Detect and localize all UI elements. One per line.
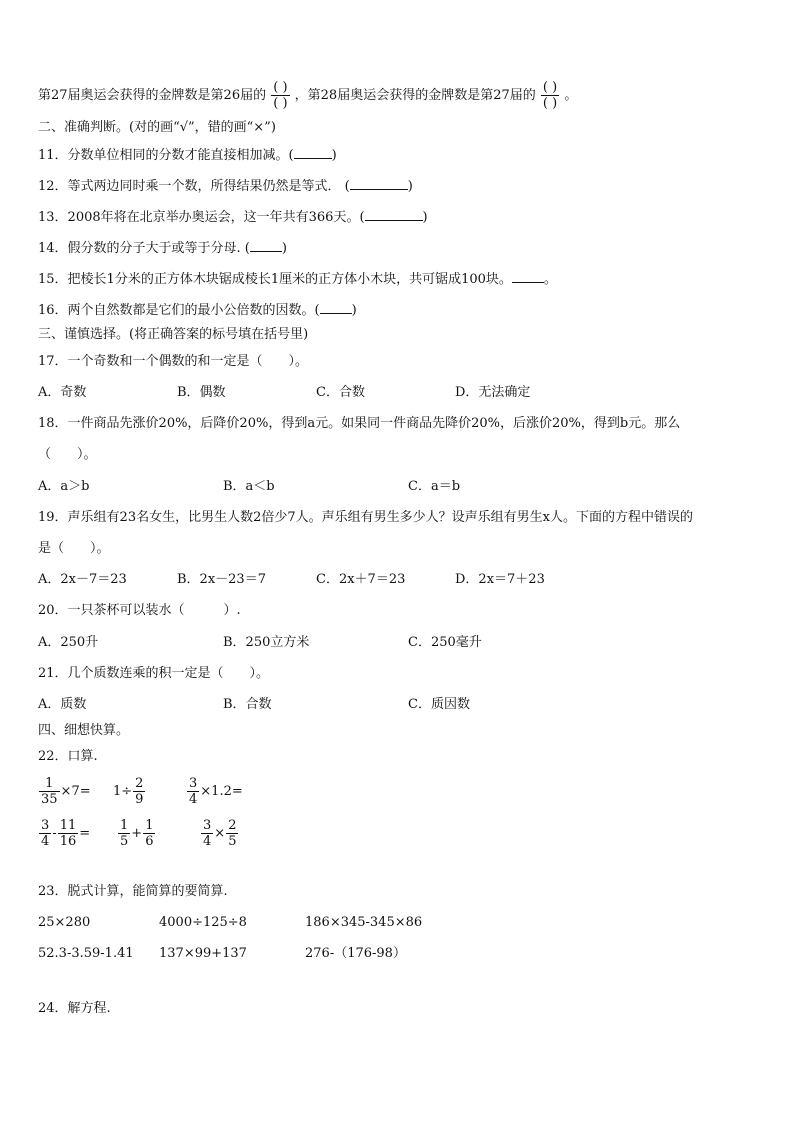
q17-option-b[interactable]: B．偶数 xyxy=(177,385,226,400)
q13-end: ) xyxy=(422,210,428,225)
q22-expr-1 xyxy=(38,774,91,810)
q18-option-b[interactable]: B．a＜b xyxy=(223,479,275,494)
q10-end: 。 xyxy=(564,88,578,103)
q22-expr-5-numerator-a: 1 xyxy=(120,818,129,833)
q22-expr-5-fraction-a xyxy=(118,818,130,849)
q22-expr-6-numerator-b: 2 xyxy=(228,818,237,833)
q20-option-c[interactable]: C．250毫升 xyxy=(408,635,482,650)
q22-expr-3-numerator: 3 xyxy=(189,776,198,791)
q10-fraction-1 xyxy=(271,80,289,111)
q18-option-c[interactable]: C．a＝b xyxy=(408,479,461,494)
q22-expr-4-denominator-a: 4 xyxy=(41,834,50,849)
q22-expr-4-fraction-b xyxy=(58,818,79,849)
q10-fraction-1-denominator: ( ) xyxy=(273,96,288,111)
q12-line xyxy=(38,176,413,196)
q16-text: 16．两个自然数都是它们的最小公倍数的因数。( xyxy=(38,303,320,318)
q22-expr-5-denominator-b: 6 xyxy=(145,834,154,849)
q11-end: ) xyxy=(331,148,337,163)
q15-text: 15．把棱长1分米的正方体木块锯成棱长1厘米的正方体小木块，共可锯成100块。 xyxy=(38,272,512,287)
q15-end: 。 xyxy=(543,272,557,287)
q19-stem-line-2: 是（ ）。 xyxy=(38,541,110,556)
q23-expr-4: 52.3-3.59-1.41 xyxy=(38,946,134,961)
q22-expr-4 xyxy=(38,816,90,852)
q10-line xyxy=(38,78,577,114)
q22-expr-2-fraction xyxy=(133,776,145,807)
q22-expr-5 xyxy=(117,816,156,852)
q21-option-a[interactable]: A．质数 xyxy=(38,697,87,712)
q22-expr-6-fraction-a xyxy=(201,818,213,849)
q17-option-a[interactable]: A．奇数 xyxy=(38,385,87,400)
q22-expr-1-denominator: 35 xyxy=(41,792,58,807)
q19-option-b[interactable]: B．2x－23＝7 xyxy=(177,572,266,587)
q23-expr-3: 186×345-345×86 xyxy=(305,915,423,930)
q23-expr-6: 276-（176-98） xyxy=(305,946,406,961)
q10-fraction-2-denominator: ( ) xyxy=(542,96,558,111)
q22-expr-1-tail: ×7= xyxy=(60,784,91,799)
q20-option-b[interactable]: B．250立方米 xyxy=(223,635,310,650)
q22-expr-5-fraction-b xyxy=(143,818,155,849)
q11-line xyxy=(38,145,337,165)
q19-option-d[interactable]: D．2x＝7＋23 xyxy=(455,572,545,587)
q17-stem: 17．一个奇数和一个偶数的和一定是（ ）。 xyxy=(38,354,309,369)
q22-title: 22．口算. xyxy=(38,749,98,764)
q22-expr-5-operator: + xyxy=(131,826,143,841)
q22-expr-5-numerator-b: 1 xyxy=(145,818,154,833)
q22-expr-6-fraction-b xyxy=(226,818,238,849)
q10-fraction-1-numerator: ( ) xyxy=(273,80,288,95)
q22-expr-4-fraction-a xyxy=(39,818,51,849)
section-4-title: 四、细想快算。 xyxy=(38,723,130,738)
q12-text: 12．等式两边同时乘一个数，所得结果仍然是等式． ( xyxy=(38,179,350,194)
q10-fraction-2-numerator: ( ) xyxy=(542,80,558,95)
q15-answer-blank[interactable] xyxy=(512,269,544,283)
section-3-title: 三、谨慎选择。(将正确答案的标号填在括号里) xyxy=(38,327,309,342)
q22-expr-5-denominator-a: 5 xyxy=(120,834,129,849)
q22-expr-6-denominator-a: 4 xyxy=(203,834,212,849)
q19-stem-line-1: 19．声乐组有23名女生，比男生人数2倍少7人。声乐组有男生多少人？设声乐组有男生x人。下面的方程中错误的 xyxy=(38,510,693,525)
q22-expr-2 xyxy=(113,774,146,810)
q12-answer-blank[interactable] xyxy=(350,176,408,190)
q22-expr-2-prefix: 1÷ xyxy=(113,784,133,799)
q12-end: ) xyxy=(407,179,413,194)
q22-expr-2-numerator: 2 xyxy=(135,776,144,791)
q22-expr-6-denominator-b: 5 xyxy=(228,834,237,849)
q22-expr-2-denominator: 9 xyxy=(135,792,144,807)
q10-fraction-2 xyxy=(541,80,559,111)
q11-text: 11．分数单位相同的分数才能直接相加减。( xyxy=(38,148,294,163)
q16-answer-blank[interactable] xyxy=(320,300,352,314)
q14-end: ) xyxy=(281,241,287,256)
q10-text-b: ，第28届奥运会获得的金牌数是第27届的 xyxy=(294,88,536,103)
q23-expr-2: 4000÷125÷8 xyxy=(159,915,247,930)
q11-answer-blank[interactable] xyxy=(294,145,332,159)
q18-stem-line-2: （ ）。 xyxy=(38,447,97,462)
q14-text: 14．假分数的分子大于或等于分母. ( xyxy=(38,241,250,256)
q22-expr-6-operator: × xyxy=(214,826,226,841)
q23-title: 23．脱式计算，能简算的要简算. xyxy=(38,884,228,899)
q21-option-b[interactable]: B．合数 xyxy=(223,697,272,712)
q22-expr-6 xyxy=(200,816,239,852)
q21-option-c[interactable]: C．质因数 xyxy=(408,697,470,712)
q10-text-a: 第27届奥运会获得的金牌数是第26届的 xyxy=(38,88,267,103)
q18-option-a[interactable]: A．a＞b xyxy=(38,479,90,494)
q16-line xyxy=(38,300,357,320)
q24-title: 24．解方程. xyxy=(38,1001,111,1016)
q22-expr-4-numerator-a: 3 xyxy=(41,818,50,833)
q22-expr-4-tail: = xyxy=(79,826,91,841)
q22-expr-1-fraction xyxy=(39,776,60,807)
q23-expr-1: 25×280 xyxy=(38,915,91,930)
q22-expr-3 xyxy=(186,774,243,810)
q14-answer-blank[interactable] xyxy=(250,238,282,252)
q13-answer-blank[interactable] xyxy=(365,207,423,221)
q22-expr-1-numerator: 1 xyxy=(45,776,54,791)
q20-option-a[interactable]: A．250升 xyxy=(38,635,99,650)
q22-expr-4-numerator-b: 11 xyxy=(59,818,77,833)
q22-expr-3-tail: ×1.2= xyxy=(200,784,243,799)
q22-expr-4-denominator-b: 16 xyxy=(59,834,77,849)
section-2-title: 二、准确判断。(对的画“√”，错的画“×”) xyxy=(38,120,276,135)
q14-line xyxy=(38,238,287,258)
q17-option-d[interactable]: D．无法确定 xyxy=(455,385,531,400)
q22-expr-6-numerator-a: 3 xyxy=(203,818,212,833)
q22-expr-4-operator: - xyxy=(52,826,57,841)
q21-stem: 21．几个质数连乘的积一定是（ ）。 xyxy=(38,666,270,681)
q22-expr-3-fraction xyxy=(187,776,199,807)
q22-expr-3-denominator: 4 xyxy=(189,792,198,807)
q18-stem-line-1: 18．一件商品先涨价20%，后降价20%，得到a元。如果同一件商品先降价20%，后涨价20%，得到b元。那么 xyxy=(38,416,681,431)
q13-line xyxy=(38,207,428,227)
q13-text: 13．2008年将在北京举办奥运会，这一年共有366天。( xyxy=(38,210,365,225)
q19-option-c[interactable]: C．2x＋7＝23 xyxy=(316,572,406,587)
q20-stem: 20．一只茶杯可以装水（ ）. xyxy=(38,603,241,618)
q17-option-c[interactable]: C．合数 xyxy=(316,385,365,400)
q16-end: ) xyxy=(351,303,357,318)
q19-option-a[interactable]: A．2x－7＝23 xyxy=(38,572,127,587)
q23-expr-5: 137×99+137 xyxy=(159,946,247,961)
q15-line xyxy=(38,269,557,289)
